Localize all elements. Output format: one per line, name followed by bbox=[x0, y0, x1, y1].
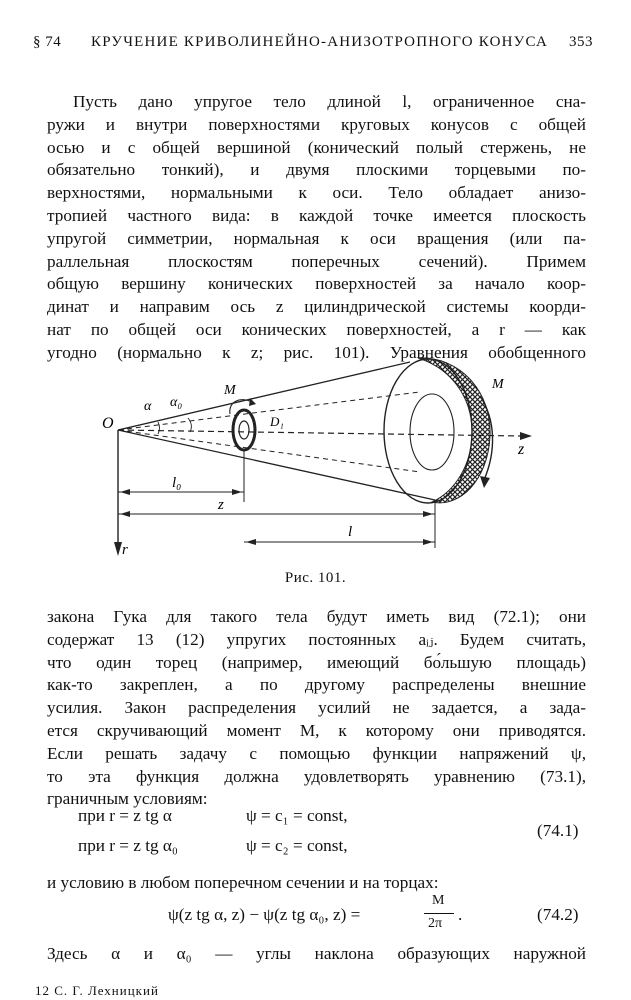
label-alpha0: α₀ bbox=[170, 395, 183, 410]
running-header bbox=[33, 34, 593, 60]
text-line: осью и с общей вершиной (конический полый стержень, не bbox=[47, 137, 586, 157]
alpha-arc bbox=[158, 422, 160, 434]
text-line: ется скручивающий момент M, к которому они приводятся. bbox=[47, 720, 586, 740]
l-arrow-right bbox=[423, 539, 433, 545]
text-line: нат по общей оси конических поверхностей, а r — как bbox=[47, 319, 586, 339]
small-end-hole bbox=[239, 421, 249, 439]
cone-diagram-svg bbox=[100, 352, 580, 572]
text-line: усилия. Закон распределения усилий не задается, а задa- bbox=[47, 698, 586, 718]
z-arrow-right bbox=[423, 511, 433, 517]
text-line: то эта функция должна удовлетворять уравнению (73.1), bbox=[47, 766, 586, 786]
text-line: Здесь α и α₀ — углы наклона образующих наружной bbox=[47, 944, 586, 963]
eq741-line2-condition: при r = z tg α₀ bbox=[78, 836, 178, 855]
figure-caption: Рис. 101. bbox=[284, 570, 347, 586]
text-line: обязательно тонкий), и двумя плоскими торцевыми по- bbox=[47, 160, 586, 180]
equation-number-74-1: (74.1) bbox=[537, 821, 579, 840]
eq741-line1-condition: при r = z tg α bbox=[78, 806, 172, 825]
text-line: угодно (нормально к z; рис. 101). Уравнения обобщенного bbox=[47, 342, 586, 362]
z-axis-line bbox=[118, 430, 520, 436]
cone-outer-top bbox=[118, 362, 410, 430]
cone-outer-bottom bbox=[118, 430, 435, 500]
running-title: КРУЧЕНИЕ КРИВОЛИНЕЙНО-АНИЗОТРОПНОГО КОНУСА bbox=[91, 34, 548, 50]
last-paragraph bbox=[47, 943, 586, 966]
l0-arrow-left bbox=[120, 489, 130, 495]
text-line: общую вершину конических поверхностей за начало коор- bbox=[47, 274, 586, 294]
large-end-ellipse bbox=[384, 359, 472, 503]
eq742-lhs: ψ(z tg α, z) − ψ(z tg α₀, z) = bbox=[168, 905, 361, 924]
paragraph-intro bbox=[47, 91, 586, 365]
eq742-numerator: M bbox=[432, 893, 445, 908]
label-moment-left: M bbox=[224, 383, 236, 398]
text-line: динат и направим ось z цилиндрической системы коорди- bbox=[47, 297, 586, 317]
text-line: и условию в любом поперечном сечении и на торцах: bbox=[47, 873, 439, 892]
label-r-axis: r bbox=[122, 542, 128, 558]
label-z-axis: z bbox=[518, 441, 525, 458]
text-line: ружи и внутри поверхностями круговых конусов с общей bbox=[47, 114, 586, 134]
page-number: 353 bbox=[569, 34, 593, 50]
eq741-line1-value: ψ = c₁ = const, bbox=[246, 806, 348, 825]
label-origin: O bbox=[102, 415, 114, 432]
text-line: как-то закреплен, а по другому распределены внешние bbox=[47, 675, 586, 695]
text-line: раллельная плоскостям поперечных сечений). Примем bbox=[47, 251, 586, 271]
text-line: верхностями, нормальными к оси. Тело обладает анизо- bbox=[47, 183, 586, 203]
connector-paragraph bbox=[47, 872, 586, 895]
figure-101-cone-diagram bbox=[100, 352, 580, 572]
cone-inner-top bbox=[118, 392, 420, 430]
text-line: содержат 13 (12) упругих постоянных aᵢⱼ. Будем считать, bbox=[47, 629, 586, 649]
z-axis-arrow bbox=[520, 432, 532, 440]
section-number: § 74 bbox=[33, 34, 62, 50]
l0-arrow-right bbox=[232, 489, 242, 495]
label-alpha: α bbox=[144, 399, 152, 414]
text-line: тропией частного вида: в каждой точке имеется плоскость bbox=[47, 205, 586, 225]
text-line: Пусть дано упругое тело длиной l, ограниченное сна- bbox=[73, 92, 586, 111]
equation-number-74-2: (74.2) bbox=[537, 905, 579, 924]
paragraph-hooke bbox=[47, 606, 586, 811]
label-l0: l₀ bbox=[172, 475, 182, 491]
text-line: что один торец (например, имеющий бо́льшую площадь) bbox=[47, 652, 586, 672]
cone-inner-bottom bbox=[118, 430, 420, 472]
fraction-bar bbox=[424, 913, 454, 914]
text-line: закона Гука для такого тела будут иметь вид (72.1); они bbox=[47, 607, 586, 626]
eq741-line2-value: ψ = c₂ = const, bbox=[246, 836, 348, 855]
eq742-period: . bbox=[458, 905, 463, 924]
label-l-dim: l bbox=[348, 524, 353, 540]
r-axis-arrow bbox=[114, 542, 122, 556]
eq742-denominator: 2π bbox=[428, 916, 443, 931]
label-d1: D₁ bbox=[270, 414, 284, 429]
text-line: граничным условиям: bbox=[47, 789, 208, 809]
moment-arrow-right bbox=[480, 476, 490, 488]
alpha0-arc bbox=[188, 418, 191, 432]
text-line: Если решать задачу с помощью функции напряжений ψ, bbox=[47, 743, 586, 763]
z-arrow-left bbox=[120, 511, 130, 517]
l-arrow-left bbox=[246, 539, 256, 545]
large-end-inner-ellipse bbox=[410, 394, 454, 470]
label-z-dim: z bbox=[218, 497, 224, 513]
small-end-ring bbox=[233, 410, 255, 450]
signature-footer: 12 С. Г. Лехницкий bbox=[35, 983, 159, 998]
text-line: упругой симметрии, нормальная к оси вращения (или па- bbox=[47, 228, 586, 248]
label-moment-right: M bbox=[492, 377, 504, 392]
